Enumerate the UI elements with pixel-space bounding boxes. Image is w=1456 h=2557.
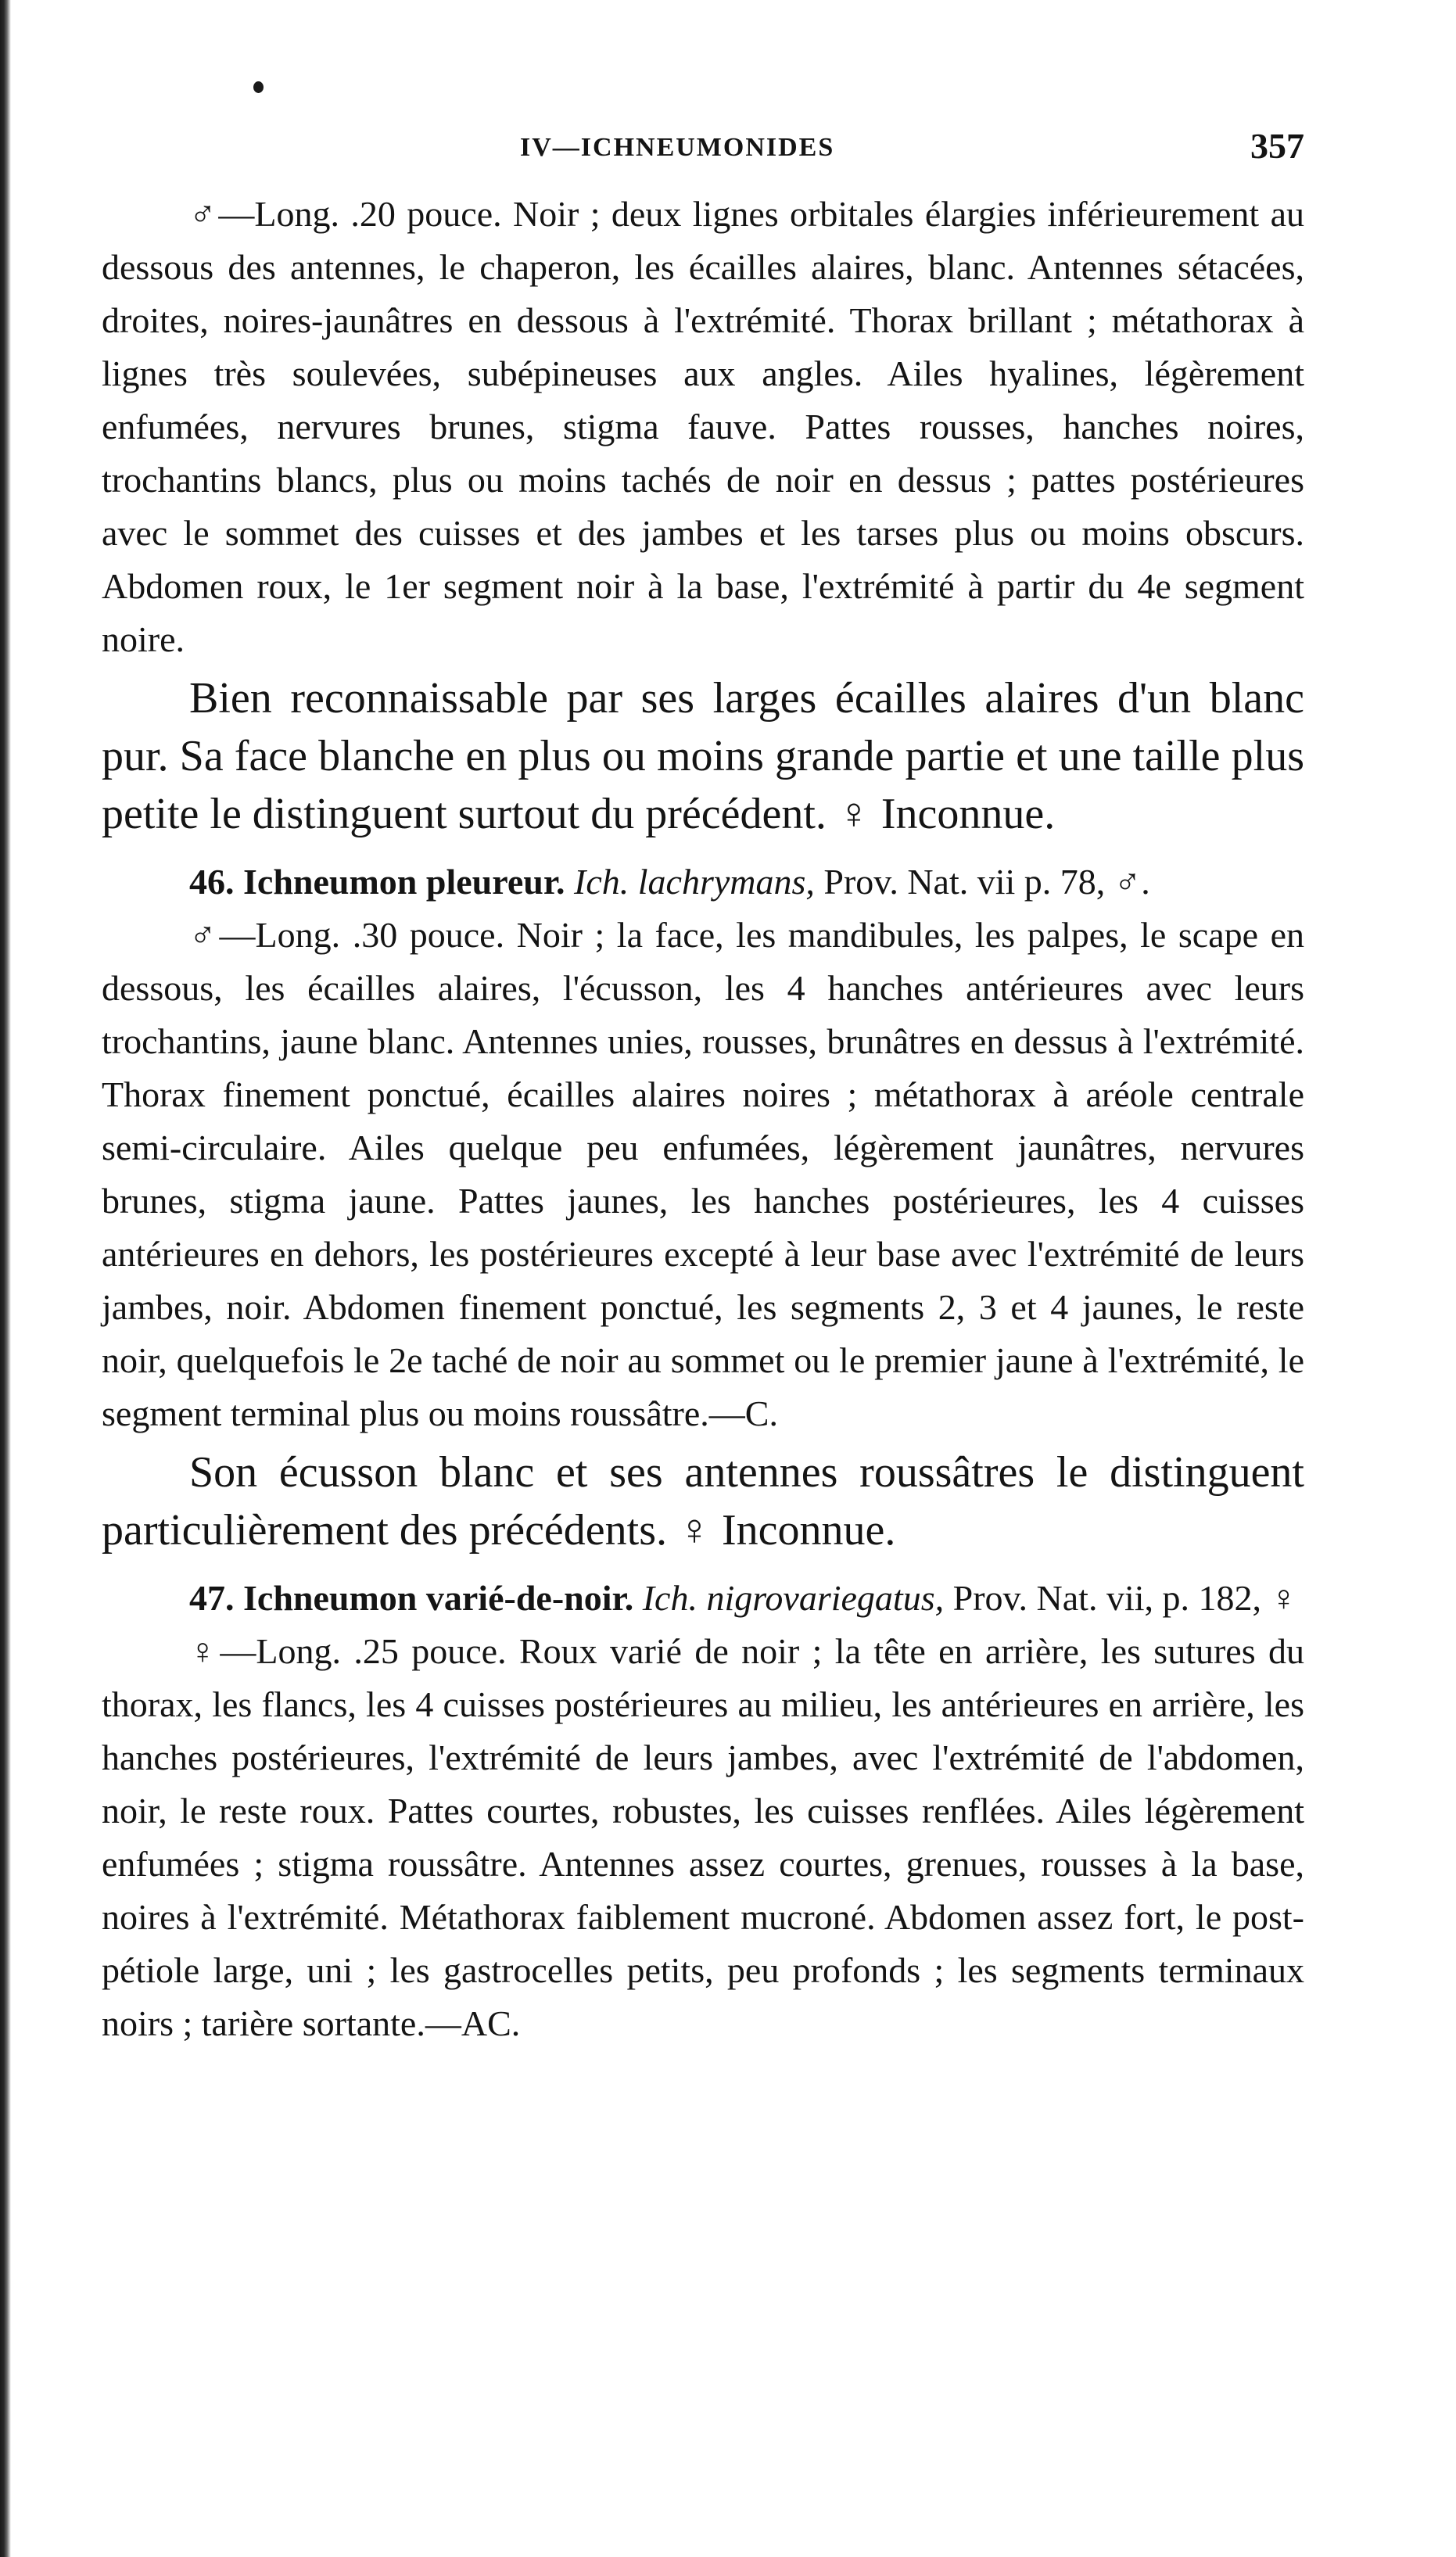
species-46-number: 46. — [189, 862, 235, 902]
male-description-previous-species: ♂—Long. .20 pouce. Noir ; deux lignes orbitales élargies inférieurement au dessous des antennes, le chaperon, les écailles alaires, blanc. Antennes sétacées, droites, noires-jaunâtres en dessous à l'extrémité. Thorax brillant ; métathorax à lignes très soulevées, subépineuses aux angles. Ailes hyalines, légèrement enfumées, nervures brunes, stigma fauve. Pattes rousses, hanches noires, trochantins blancs, plus ou moins tachés de noir en dessus ; pattes postérieures avec le sommet des cuisses et des jambes et les tarses plus ou moins obscurs. Abdomen roux, le 1er segment noir à la base, l'extrémité à partir du 4e segment noire. — [102, 194, 1304, 659]
distinguishing-note-previous-species: Bien reconnaissable par ses larges écailles alaires d'un blanc pur. Sa face blanche en plus ou moins grande partie et une taille plus petite le distinguent surtout du précédent. ♀ Inconnue. — [102, 674, 1304, 838]
species-46-heading — [102, 855, 1304, 909]
species-47-number: 47. — [189, 1578, 235, 1618]
scan-binding-edge — [0, 0, 11, 2557]
species-46-reference: Prov. Nat. vii p. 78, ♂. — [823, 862, 1150, 902]
running-head — [102, 117, 1304, 188]
species-46-common-name: Ichneumon pleureur. — [243, 862, 565, 902]
species-47-latin-name: Ich. nigrovariegatus, — [642, 1578, 945, 1618]
species-47-common-name: Ichneumon varié-de-noir. — [243, 1578, 634, 1618]
page-number: 357 — [1250, 126, 1304, 166]
species-46-note: Son écusson blanc et ses antennes roussâtres le distinguent particulièrement des précédents. ♀ Inconnue. — [102, 1448, 1304, 1555]
running-title: IV—ICHNEUMONIDES — [520, 133, 835, 162]
species-46-latin-name: Ich. lachrymans, — [574, 862, 815, 902]
species-46-description: ♂—Long. .30 pouce. Noir ; la face, les mandibules, les palpes, le scape en dessous, les écailles alaires, l'écusson, les 4 hanches antérieures avec leurs trochantins, jaune blanc. Antennes unies, rousses, brunâtres en dessus à l'extrémité. Thorax finement ponctué, écailles alaires noires ; métathorax à aréole centrale semi-circulaire. Ailes quelque peu enfumées, légèrement jaunâtres, nervures brunes, stigma jaune. Pattes jaunes, les hanches postérieures, les 4 cuisses antérieures en dehors, les postérieures excepté à leur base avec l'extrémité de leurs jambes, noir. Abdomen finement ponctué, les segments 2, 3 et 4 jaunes, le reste noir, quelquefois le 2e taché de noir au sommet ou le premier jaune à l'extrémité, le segment terminal plus ou moins roussâtre.—C. — [102, 915, 1304, 1433]
book-page — [102, 117, 1304, 2050]
species-47-heading — [102, 1572, 1304, 1625]
scan-ink-dot — [253, 81, 264, 93]
species-47-reference: Prov. Nat. vii, p. 182, ♀ — [952, 1578, 1298, 1618]
species-47-description: ♀—Long. .25 pouce. Roux varié de noir ; la tête en arrière, les sutures du thorax, les flancs, les 4 cuisses postérieures au milieu, les antérieures en arrière, les hanches postérieures, l'extrémité de leurs jambes, avec l'extrémité de l'abdomen, noir, le reste roux. Pattes courtes, robustes, les cuisses renflées. Ailes légèrement enfumées ; stigma roussâtre. Antennes assez courtes, grenues, rousses à la base, noires à l'extrémité. Métathorax faiblement mucroné. Abdomen assez fort, le post-pétiole large, uni ; les gastrocelles petits, peu profonds ; les segments terminaux noirs ; tarière sortante.—AC. — [102, 1631, 1304, 2043]
